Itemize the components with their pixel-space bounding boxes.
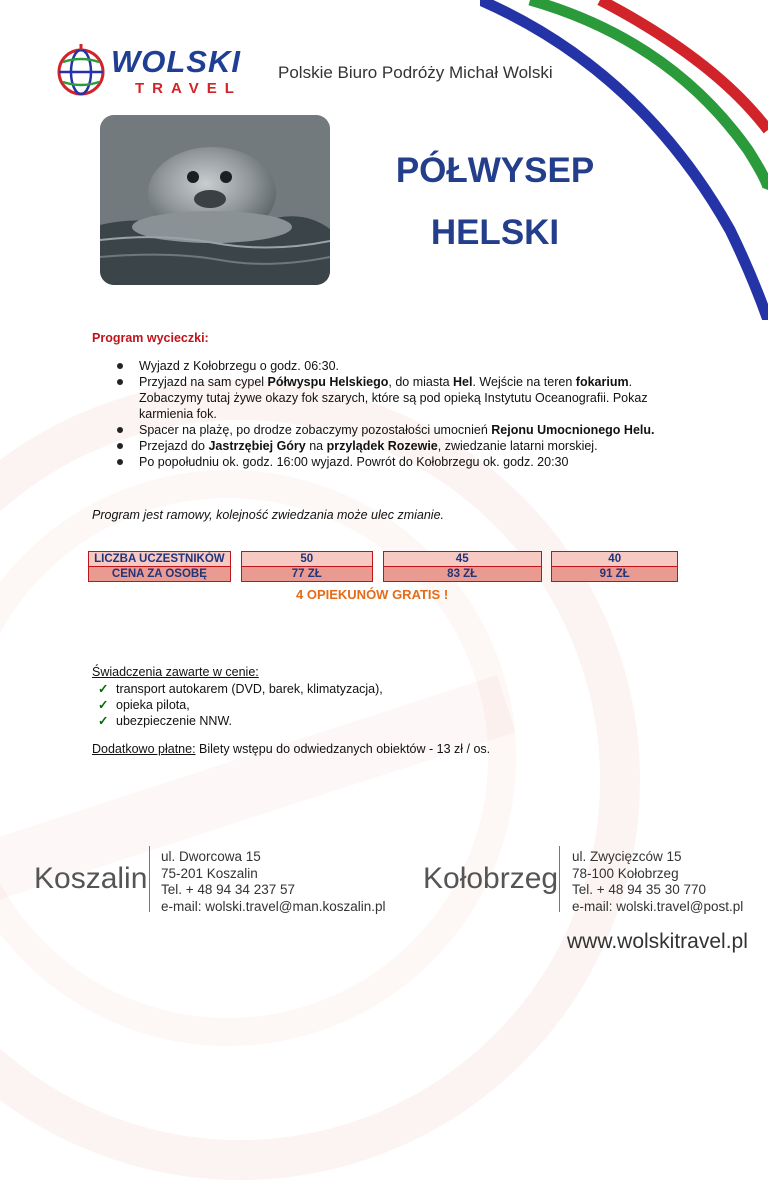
program-item: Spacer na plażę, po drodze zobaczymy pozostałości umocnień Rejonu Umocnionego Helu. <box>92 422 682 438</box>
extra-costs <box>92 742 490 756</box>
included-heading: Świadczenia zawarte w cenie: <box>92 665 259 679</box>
trip-title-line2: HELSKI <box>430 213 560 252</box>
seal-photo <box>100 115 330 285</box>
participants-value: 50 <box>241 552 372 567</box>
participants-label: LICZBA UCZESTNIKÓW <box>89 552 231 567</box>
brand-sub: TRAVEL <box>135 80 242 97</box>
check-icon: ✓ <box>98 714 109 728</box>
price-value: 83 ZŁ <box>383 567 541 582</box>
extra-costs-text: Bilety wstępu do odwiedzanych obiektów - 13 zł / os. <box>195 742 491 756</box>
included-item: ✓ ubezpieczenie NNW. <box>98 714 233 728</box>
pricing-row-price <box>89 567 678 582</box>
price-label: CENA ZA OSOBĘ <box>89 567 231 582</box>
extra-costs-label: Dodatkowo płatne: <box>92 742 196 756</box>
divider <box>559 846 560 912</box>
price-value: 77 ZŁ <box>241 567 372 582</box>
program-heading: Program wycieczki: <box>92 331 209 345</box>
program-note: Program jest ramowy, kolejność zwiedzania może ulec zmianie. <box>92 508 444 522</box>
gratis-note: 4 OPIEKUNÓW GRATIS ! <box>296 587 449 602</box>
agency-tagline: Polskie Biuro Podróży Michał Wolski <box>278 63 553 82</box>
program-list <box>92 358 682 470</box>
included-list <box>92 681 383 729</box>
office-email[interactable]: e-mail: wolski.travel@post.pl <box>572 898 744 914</box>
office-address-kolobrzeg: ul. Zwycięzców 15 78-100 Kołobrzeg Tel. + 48 94 35 30 770 e-mail: wolski.travel@post.pl <box>572 849 744 914</box>
divider <box>149 846 150 912</box>
wolski-travel-logo <box>55 42 255 102</box>
brand-name: WOLSKI <box>111 44 241 79</box>
bullet-icon <box>117 379 123 385</box>
trip-title <box>390 140 600 264</box>
pricing-row-participants <box>89 552 678 567</box>
included-item: ✓ opieka pilota, <box>98 698 190 712</box>
check-icon: ✓ <box>98 698 109 712</box>
program-item: Przejazd do Jastrzębiej Góry na przylądek Rozewie, zwiedzanie latarni morskiej. <box>92 438 682 454</box>
office-city-kolobrzeg: Kołobrzeg <box>423 862 559 895</box>
program-item: Wyjazd z Kołobrzegu o godz. 06:30. <box>92 358 682 374</box>
bullet-icon <box>117 363 123 369</box>
price-value: 91 ZŁ <box>552 567 678 582</box>
included-item: ✓ transport autokarem (DVD, barek, klimatyzacja), <box>98 682 383 696</box>
program-item: Przyjazd na sam cypel Półwyspu Helskiego, do miasta Hel. Wejście na teren fokarium. Zobaczymy tutaj żywe okazy fok szarych, które są pod opieką Instytutu Oceanografii. Pokaz karmienia fok. <box>92 374 682 422</box>
bullet-icon <box>117 443 123 449</box>
bullet-icon <box>117 459 123 465</box>
bullet-icon <box>117 427 123 433</box>
program-item: Po popołudniu ok. godz. 16:00 wyjazd. Powrót do Kołobrzegu ok. godz. 20:30 <box>92 454 682 470</box>
office-email[interactable]: e-mail: wolski.travel@man.koszalin.pl <box>161 898 386 914</box>
participants-value: 40 <box>552 552 678 567</box>
participants-value: 45 <box>383 552 541 567</box>
globe-logo-icon <box>55 42 107 98</box>
office-address-koszalin: ul. Dworcowa 15 75-201 Koszalin Tel. + 48 94 34 237 57 e-mail: wolski.travel@man.koszalin.pl <box>161 849 386 914</box>
trip-title-line1: PÓŁWYSEP <box>395 151 595 190</box>
website-link[interactable]: www.wolskitravel.pl <box>567 930 748 953</box>
office-city-koszalin: Koszalin <box>34 862 148 895</box>
pricing-table <box>88 551 678 582</box>
check-icon: ✓ <box>98 682 109 696</box>
